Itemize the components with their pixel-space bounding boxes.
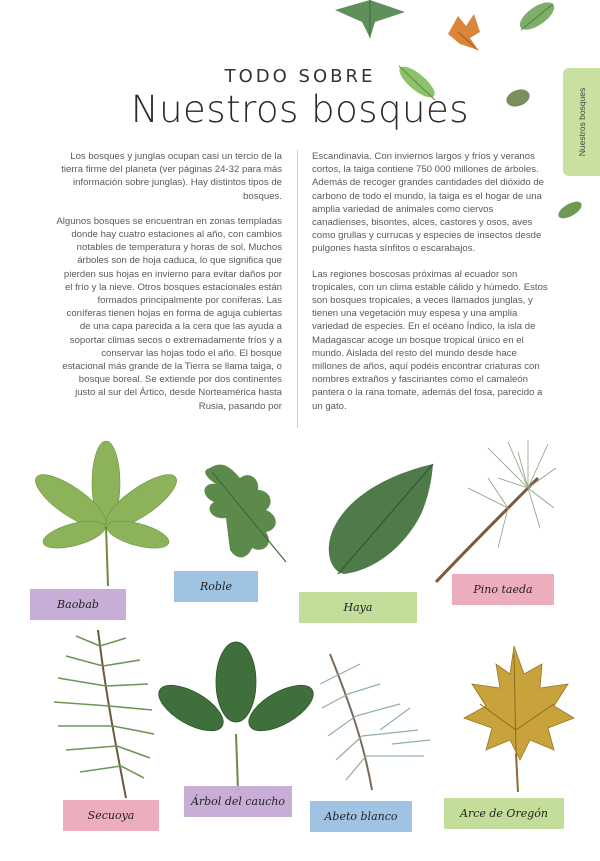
beech-leaf-icon xyxy=(318,462,438,582)
white-fir-branch-icon xyxy=(300,644,440,794)
text-column-left xyxy=(56,150,282,425)
paragraph: Los bosques y junglas ocupan casi un tercio de la tierra firme del planeta (ver páginas 24-32 para más información sobre junglas). Hay distintos tipos de bosques. xyxy=(61,151,282,202)
paragraph: Escandinavia. Con inviernos largos y fríos y veranos cortos, la taiga contiene 750 000 millones de árboles. Además de recoger grandes cantidades del dióxido de carbono de todo el mundo, la taiga es el hogar de una amplia variedad de animales como ciervos canadienses, bisontes, alces, castores y osos, aves como grullas y currucas y especies de insectos desde pulgones hasta sínfitos o escarabajos. xyxy=(312,151,545,255)
sequoia-branch-icon xyxy=(36,626,166,801)
floating-leaf-icon xyxy=(556,198,584,222)
leaf-label-text: Arce de Oregón xyxy=(460,807,548,820)
leaf-label-arce-de-oregon xyxy=(444,798,564,829)
floating-leaf-icon xyxy=(444,12,486,54)
leaf-label-pino-taeda xyxy=(452,574,554,605)
leaf-label-text: Abeto blanco xyxy=(324,810,398,823)
leaf-label-arbol-del-caucho xyxy=(184,786,292,817)
column-divider xyxy=(297,150,298,428)
leaf-label-text: Haya xyxy=(343,601,373,614)
leaf-label-haya xyxy=(299,592,417,623)
leaf-label-text: Roble xyxy=(200,580,232,593)
text-column-right xyxy=(312,150,548,425)
leaf-label-text: Árbol del caucho xyxy=(190,795,286,808)
floating-leaf-icon xyxy=(515,0,559,36)
baobab-leaf-icon xyxy=(36,438,176,588)
side-tab-label: Nuestros bosques xyxy=(576,87,587,157)
leaf-label-abeto-blanco xyxy=(310,801,412,832)
leaf-label-baobab xyxy=(30,589,126,620)
floating-leaf-icon xyxy=(330,0,410,40)
pine-needle-icon xyxy=(428,438,558,588)
paragraph: Las regiones boscosas próximas al ecuador son tropicales, con un clima estable cálido y húmedo. Estos son bosques tropicales, a veces llamados junglas, y tienen una vegetación muy espesa y una amplia variedad de especies. En el océano Índico, la isla de Madagascar acoge un bosque tropical único en el mundo. Aislada del resto del mundo desde hace millones de años, aquí podéis encontrar criaturas con nombres extraños y fascinantes como el camaleón pantera o la rana tomate, además del fosa, parecido a un gato. xyxy=(312,268,548,412)
page-title: Nuestros bosques xyxy=(130,88,470,131)
leaf-label-secuoya xyxy=(63,800,159,831)
leaf-label-text: Pino taeda xyxy=(473,583,533,596)
leaf-label-text: Baobab xyxy=(57,598,99,611)
leaf-label-roble xyxy=(174,571,258,602)
maple-leaf-icon xyxy=(450,644,580,794)
leaf-label-text: Secuoya xyxy=(87,809,135,822)
page-kicker: TODO SOBRE xyxy=(224,66,376,87)
oak-leaf-icon xyxy=(190,458,300,568)
rubber-tree-leaf-icon xyxy=(170,642,300,792)
paragraph: Algunos bosques se encuentran en zonas templadas donde hay cuatro estaciones al año, con cambios notables de temperatura y horas de sol. Muchos árboles son de hoja caduca, lo que significa que pierden sus hojas en invierno para evitar daños por el frío y la nieve. Otros bosques estacionales están formados principalmente por coníferas. Las coníferas tienen hojas en forma de aguja cubiertas de una capa parecida a la cera que las ayuda a soportar climas secos o extremadamente fríos y a conservar las hojas todo el año. El bosque estacional más grande de la Tierra se llama taiga, o bosque boreal. Se extiende por dos continentes justo al sur del Ártico, desde Norteamérica hasta Rusia, pasando por xyxy=(56,215,282,412)
